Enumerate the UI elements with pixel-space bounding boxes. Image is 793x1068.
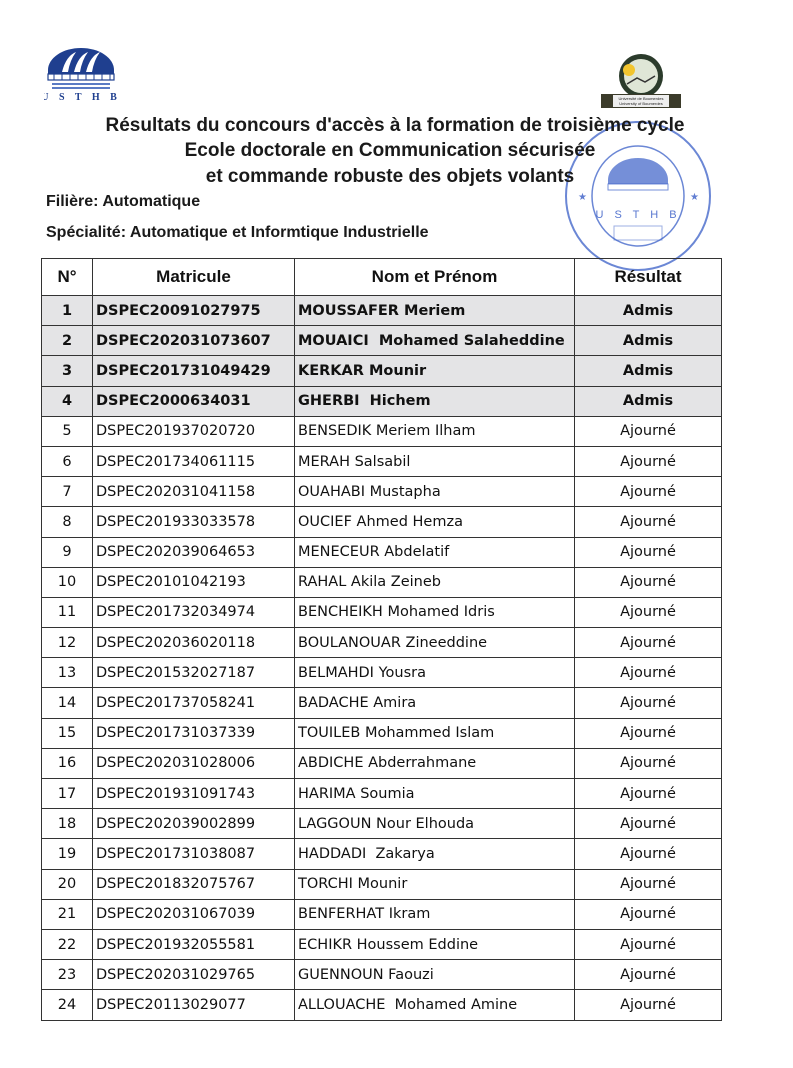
document-subtitle-line1: Ecole doctorale en Communication sécurisée xyxy=(184,140,596,161)
results-table xyxy=(41,258,722,1021)
table-row xyxy=(42,718,722,748)
cell-matricule: DSPEC202031028006 xyxy=(93,748,295,778)
cell-result: Ajourné xyxy=(575,990,722,1020)
cell-matricule: DSPEC202031073607 xyxy=(93,326,295,356)
cell-matricule: DSPEC2000634031 xyxy=(93,386,295,416)
cell-matricule: DSPEC201532027187 xyxy=(93,658,295,688)
cell-name: OUCIEF Ahmed Hemza xyxy=(295,507,575,537)
cell-number: 11 xyxy=(42,597,93,627)
cell-name: BENFERHAT Ikram xyxy=(295,899,575,929)
cell-matricule: DSPEC202039002899 xyxy=(93,809,295,839)
cell-number: 15 xyxy=(42,718,93,748)
cell-name: ECHIKR Houssem Eddine xyxy=(295,929,575,959)
cell-name: LAGGOUN Nour Elhouda xyxy=(295,809,575,839)
table-row xyxy=(42,386,722,416)
cell-result: Admis xyxy=(575,356,722,386)
cell-number: 12 xyxy=(42,628,93,658)
cell-name: TORCHI Mounir xyxy=(295,869,575,899)
svg-text:University of Boumerdes: University of Boumerdes xyxy=(619,101,663,106)
cell-result: Ajourné xyxy=(575,899,722,929)
universite-boumerdes-logo-icon xyxy=(597,52,685,110)
cell-matricule: DSPEC202036020118 xyxy=(93,628,295,658)
cell-result: Ajourné xyxy=(575,416,722,446)
cell-result: Ajourné xyxy=(575,446,722,476)
table-row xyxy=(42,688,722,718)
cell-name: GUENNOUN Faouzi xyxy=(295,960,575,990)
cell-result: Ajourné xyxy=(575,748,722,778)
column-header-result: Résultat xyxy=(575,259,722,296)
table-row xyxy=(42,779,722,809)
table-header-row xyxy=(42,259,722,296)
table-row xyxy=(42,296,722,326)
cell-number: 10 xyxy=(42,567,93,597)
cell-number: 24 xyxy=(42,990,93,1020)
cell-matricule: DSPEC201737058241 xyxy=(93,688,295,718)
cell-result: Ajourné xyxy=(575,658,722,688)
cell-number: 20 xyxy=(42,869,93,899)
cell-result: Ajourné xyxy=(575,869,722,899)
cell-result: Ajourné xyxy=(575,507,722,537)
cell-name: HADDADI Zakarya xyxy=(295,839,575,869)
column-header-number: N° xyxy=(42,259,93,296)
cell-matricule: DSPEC201937020720 xyxy=(93,416,295,446)
cell-number: 22 xyxy=(42,929,93,959)
table-row xyxy=(42,658,722,688)
cell-result: Ajourné xyxy=(575,688,722,718)
cell-number: 21 xyxy=(42,899,93,929)
cell-number: 6 xyxy=(42,446,93,476)
cell-matricule: DSPEC201731037339 xyxy=(93,718,295,748)
table-row xyxy=(42,507,722,537)
cell-result: Ajourné xyxy=(575,718,722,748)
cell-matricule: DSPEC201731049429 xyxy=(93,356,295,386)
table-row xyxy=(42,628,722,658)
cell-name: HARIMA Soumia xyxy=(295,779,575,809)
table-row xyxy=(42,869,722,899)
cell-number: 23 xyxy=(42,960,93,990)
cell-matricule: DSPEC201731038087 xyxy=(93,839,295,869)
cell-number: 4 xyxy=(42,386,93,416)
table-row xyxy=(42,537,722,567)
cell-number: 17 xyxy=(42,779,93,809)
table-row xyxy=(42,416,722,446)
cell-name: BOULANOUAR Zineeddine xyxy=(295,628,575,658)
table-row xyxy=(42,597,722,627)
table-row xyxy=(42,356,722,386)
usthb-logo-icon xyxy=(44,44,118,104)
cell-number: 19 xyxy=(42,839,93,869)
table-row xyxy=(42,748,722,778)
cell-result: Ajourné xyxy=(575,628,722,658)
cell-result: Ajourné xyxy=(575,960,722,990)
cell-name: BENCHEIKH Mohamed Idris xyxy=(295,597,575,627)
stamp-text: U S T H B xyxy=(595,209,681,221)
table-row xyxy=(42,990,722,1020)
cell-number: 8 xyxy=(42,507,93,537)
cell-matricule: DSPEC202031041158 xyxy=(93,477,295,507)
cell-matricule: DSPEC201732034974 xyxy=(93,597,295,627)
cell-name: BADACHE Amira xyxy=(295,688,575,718)
cell-result: Ajourné xyxy=(575,929,722,959)
table-row xyxy=(42,839,722,869)
cell-name: MOUSSAFER Meriem xyxy=(295,296,575,326)
table-row xyxy=(42,929,722,959)
cell-name: MOUAICI Mohamed Salaheddine xyxy=(295,326,575,356)
document-title: Résultats du concours d'accès à la formation de troisième cycle xyxy=(105,115,685,136)
cell-result: Ajourné xyxy=(575,779,722,809)
cell-matricule: DSPEC20091027975 xyxy=(93,296,295,326)
cell-matricule: DSPEC202031067039 xyxy=(93,899,295,929)
cell-matricule: DSPEC201832075767 xyxy=(93,869,295,899)
cell-name: TOUILEB Mohammed Islam xyxy=(295,718,575,748)
filiere-label: Filière: Automatique xyxy=(46,193,201,210)
svg-text:★: ★ xyxy=(578,192,587,203)
cell-result: Ajourné xyxy=(575,597,722,627)
cell-matricule: DSPEC20101042193 xyxy=(93,567,295,597)
svg-text:★: ★ xyxy=(690,192,699,203)
cell-result: Ajourné xyxy=(575,809,722,839)
cell-number: 1 xyxy=(42,296,93,326)
cell-matricule: DSPEC202031029765 xyxy=(93,960,295,990)
table-row xyxy=(42,477,722,507)
table-body xyxy=(42,296,722,1021)
column-header-matricule: Matricule xyxy=(93,259,295,296)
cell-result: Admis xyxy=(575,386,722,416)
cell-number: 3 xyxy=(42,356,93,386)
table-row xyxy=(42,446,722,476)
cell-name: RAHAL Akila Zeineb xyxy=(295,567,575,597)
cell-name: BENSEDIK Meriem Ilham xyxy=(295,416,575,446)
cell-number: 2 xyxy=(42,326,93,356)
cell-number: 13 xyxy=(42,658,93,688)
cell-number: 18 xyxy=(42,809,93,839)
column-header-name: Nom et Prénom xyxy=(295,259,575,296)
cell-number: 9 xyxy=(42,537,93,567)
cell-name: BELMAHDI Yousra xyxy=(295,658,575,688)
cell-name: OUAHABI Mustapha xyxy=(295,477,575,507)
table-row xyxy=(42,809,722,839)
cell-name: GHERBI Hichem xyxy=(295,386,575,416)
table-row xyxy=(42,899,722,929)
cell-matricule: DSPEC201931091743 xyxy=(93,779,295,809)
cell-result: Admis xyxy=(575,326,722,356)
cell-result: Admis xyxy=(575,296,722,326)
cell-name: MENECEUR Abdelatif xyxy=(295,537,575,567)
specialite-label: Spécialité: Automatique et Informtique Industrielle xyxy=(46,224,429,241)
cell-number: 5 xyxy=(42,416,93,446)
cell-matricule: DSPEC20113029077 xyxy=(93,990,295,1020)
table-row xyxy=(42,960,722,990)
usthb-logo-text: U S T H B xyxy=(44,92,118,103)
cell-result: Ajourné xyxy=(575,477,722,507)
cell-matricule: DSPEC201933033578 xyxy=(93,507,295,537)
cell-number: 14 xyxy=(42,688,93,718)
cell-number: 7 xyxy=(42,477,93,507)
table-row xyxy=(42,567,722,597)
cell-result: Ajourné xyxy=(575,567,722,597)
cell-matricule: DSPEC202039064653 xyxy=(93,537,295,567)
cell-name: ABDICHE Abderrahmane xyxy=(295,748,575,778)
cell-result: Ajourné xyxy=(575,839,722,869)
cell-result: Ajourné xyxy=(575,537,722,567)
cell-name: KERKAR Mounir xyxy=(295,356,575,386)
table-row xyxy=(42,326,722,356)
cell-name: MERAH Salsabil xyxy=(295,446,575,476)
cell-matricule: DSPEC201932055581 xyxy=(93,929,295,959)
cell-number: 16 xyxy=(42,748,93,778)
cell-name: ALLOUACHE Mohamed Amine xyxy=(295,990,575,1020)
document-subtitle-line2: et commande robuste des objets volants xyxy=(205,166,575,187)
cell-matricule: DSPEC201734061115 xyxy=(93,446,295,476)
svg-text:Université de Boumerdes: Université de Boumerdes xyxy=(618,96,664,101)
